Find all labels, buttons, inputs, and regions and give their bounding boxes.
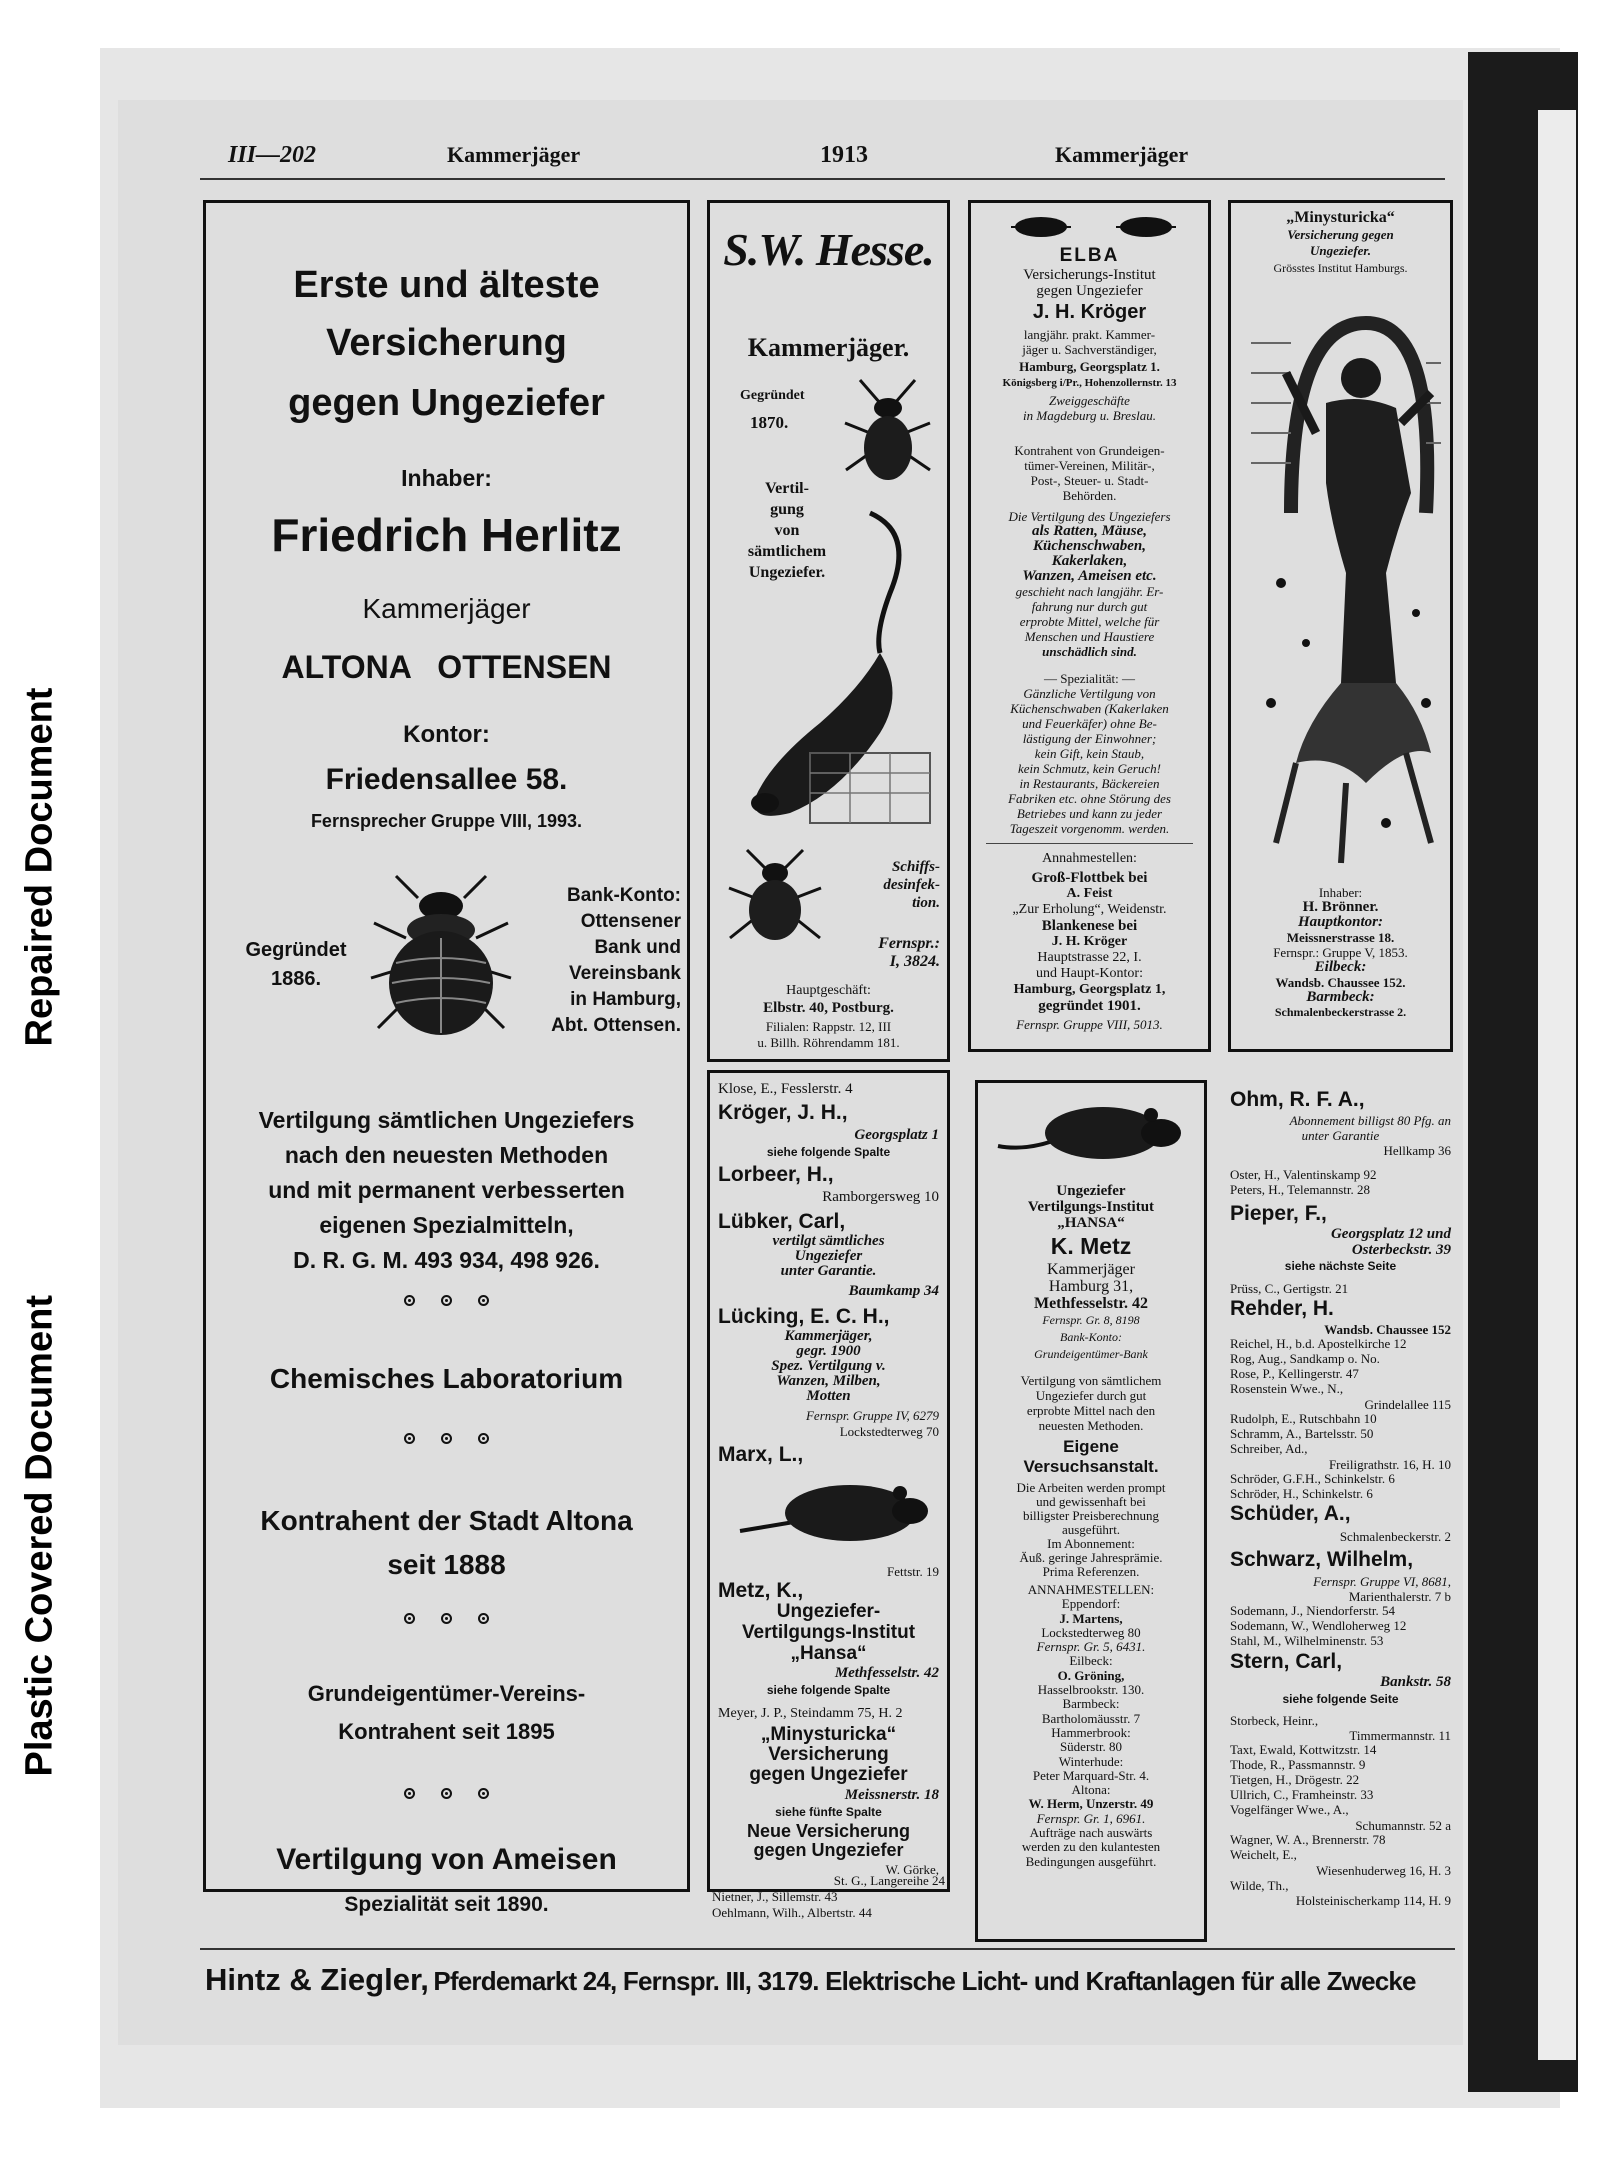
hesse-branch-1: Filialen: Rappstr. 12, III — [765, 1019, 892, 1034]
entry-metz: Metz, K., — [718, 1579, 804, 1602]
entry-oster: Oster, H., Valentinskamp 92 — [1230, 1167, 1377, 1182]
entry-neue-d1: Neue Versicherung — [746, 1821, 911, 1841]
entry-miny — [710, 1725, 947, 1785]
entry-rose: Rose, P., Kellingerstr. 47 — [1230, 1366, 1359, 1381]
elba-special-5: lästigung der Einwohner; — [1022, 731, 1157, 746]
entry-schroder-2: Schröder, H., Schinkelstr. 6 — [1230, 1486, 1373, 1501]
entry-lubker-desc — [710, 1234, 947, 1279]
herlitz-job: Kammerjäger — [362, 593, 531, 624]
hansa-work — [978, 1481, 1204, 1579]
herlitz-contract — [206, 1499, 687, 1587]
elba-special-8: in Restaurants, Bäckereien — [1019, 776, 1160, 791]
hansa-station-15: W. Herm, Unzerstr. 49 — [1028, 1796, 1154, 1812]
repaired-label: Repaired Document — [18, 687, 61, 1047]
ornament-dots-3 — [206, 1613, 687, 1624]
entry-miny-addr: Meissnerstr. 18 — [844, 1787, 939, 1803]
herlitz-grund — [206, 1675, 687, 1751]
rat-icon — [730, 1471, 935, 1551]
entry-lucking: Lücking, E. C. H., — [718, 1305, 890, 1328]
entry-lucking-d1: Kammerjäger, — [784, 1328, 873, 1344]
hansa-work-5: Im Abonnement: — [1047, 1536, 1135, 1551]
bedbug-icon — [366, 868, 516, 1043]
elba-divider — [986, 843, 1193, 844]
hansa-station-16: Fernspr. Gr. 1, 6961. — [1036, 1810, 1146, 1826]
elba-contract-1: Kontrahent von Grundeigen- — [1014, 443, 1165, 458]
miny-info-1: Inhaber: — [1318, 885, 1363, 900]
entry-ohm-d2: unter Garantie — [1301, 1128, 1380, 1143]
hansa-h3: „HANSA“ — [1057, 1215, 1125, 1231]
herlitz-bank-l2: Ottensener — [580, 911, 681, 932]
elba-method-8: erprobte Mittel, welche für — [1019, 614, 1160, 629]
herlitz-founded-year: 1886. — [270, 968, 322, 990]
entry-miny-d2: Versicherung — [768, 1744, 889, 1765]
elba-desc-6: in Magdeburg u. Breslau. — [1023, 408, 1156, 423]
elba-station-1: Groß-Flottbek bei — [1031, 870, 1148, 886]
entry-metz-d3: „Hansa“ — [790, 1643, 867, 1664]
hesse-ad — [707, 200, 950, 1062]
miny-info-7: Wandsb. Chaussee 152. — [1275, 975, 1406, 990]
miny-info-2: H. Brönner. — [1302, 899, 1379, 915]
elba-method-4: Kakerlaken, — [1051, 553, 1128, 569]
entry-reichel: Reichel, H., b.d. Apostelkirche 12 — [1230, 1336, 1407, 1351]
elba-method-6: geschieht nach langjähr. Er- — [1015, 584, 1164, 599]
herlitz-ant: Vertilgung von Ameisen — [276, 1843, 617, 1876]
hansa-station-6: O. Gröning, — [1057, 1667, 1125, 1683]
elba-station-3: „Zur Erholung“, Weidenstr. — [1012, 902, 1167, 917]
entry-vogelfanger: Vogelfänger Wwe., A., — [1230, 1802, 1349, 1817]
elba-station-10: Fernspr. Gruppe VIII, 5013. — [1016, 1017, 1163, 1032]
elba-l2: gegen Ungeziefer — [1036, 283, 1143, 299]
herlitz-kontor: Kontor: — [403, 721, 490, 748]
herlitz-contract-l1: Kontrahent der Stadt Altona — [260, 1505, 633, 1536]
elba-stations — [971, 851, 1208, 1033]
hansa-info-4: Fernspr. Gr. 8, 8198 — [1042, 1313, 1140, 1327]
miny-info — [1231, 885, 1450, 1020]
elba-special-3: Küchenschwaben (Kakerlaken — [1010, 701, 1169, 716]
entry-lubker-addr: Baumkamp 34 — [848, 1283, 939, 1299]
elba-desc-3: Hamburg, Georgsplatz 1. — [1019, 359, 1160, 374]
header-left-title: Kammerjäger — [447, 142, 581, 167]
herlitz-method-l3: und mit permanent verbesserten — [268, 1177, 625, 1203]
ornament-dots-4 — [206, 1788, 687, 1799]
hansa-station-12: Winterhude: — [1058, 1753, 1124, 1769]
entry-rog: Rog, Aug., Sandkamp o. No. — [1230, 1351, 1380, 1366]
entry-miny-d1: „Minysturicka“ — [760, 1724, 897, 1745]
entry-metz-d2: Vertilgungs-Institut — [741, 1622, 916, 1643]
entry-neue-name: W. Görke, — [885, 1862, 939, 1877]
elba-station-8: Hamburg, Georgsplatz 1, — [1013, 982, 1166, 997]
entry-schroder-1: Schröder, G.F.H., Schinkelstr. 6 — [1230, 1471, 1395, 1486]
col2-listing — [707, 1070, 950, 1892]
ornament-dots-2 — [206, 1433, 687, 1444]
herlitz-founded — [241, 939, 351, 991]
ornament-dots-1 — [206, 1295, 687, 1306]
entry-ohm: Ohm, R. F. A., — [1230, 1088, 1365, 1111]
hansa-stations-label: ANNAHMESTELLEN: — [1027, 1582, 1155, 1597]
elba-desc-1: langjähr. prakt. Kammer- — [1023, 327, 1156, 342]
elba-title: ELBA — [1059, 245, 1120, 266]
plastic-covered-label: Plastic Covered Document — [18, 1295, 61, 1777]
hesse-founded-label: Gegründet — [740, 388, 805, 403]
entry-weichelt-addr: Wiesenhuderweg 16, H. 3 — [1316, 1863, 1451, 1878]
hansa-station-11: Süderstr. 80 — [1059, 1739, 1123, 1755]
herlitz-grund-l1: Grundeigentümer-Vereins- — [307, 1681, 586, 1706]
entry-lucking-phone: Fernspr. Gruppe IV, 6279 — [805, 1408, 939, 1423]
entry-rehder: Rehder, H. — [1230, 1297, 1334, 1320]
header-year: 1913 — [820, 142, 868, 168]
elba-method — [971, 509, 1208, 659]
herlitz-line1: Erste und älteste — [293, 264, 600, 306]
elba-special-9: Fabriken etc. ohne Störung des — [1008, 791, 1171, 806]
beetle-icon — [725, 848, 825, 948]
hansa-info-3: Methfesselstr. 42 — [1033, 1295, 1149, 1312]
hansa-station-8: Barmbeck: — [1062, 1696, 1120, 1712]
miny-sub2: Ungeziefer. — [1309, 243, 1372, 258]
entry-schwarz-phone: Fernspr. Gruppe VI, 8681, — [1313, 1574, 1451, 1589]
hansa-work-3: billigster Preisberechnung — [1022, 1508, 1160, 1523]
entry-sodemann-j: Sodemann, J., Niendorferstr. 54 — [1230, 1603, 1396, 1618]
entry-metz-desc — [710, 1601, 947, 1664]
entry-storbeck: Storbeck, Heinr., — [1230, 1713, 1319, 1728]
entry-pieper-a1: Georgsplatz 12 und — [1330, 1226, 1451, 1242]
hansa-name: K. Metz — [1050, 1233, 1132, 1259]
hansa-station-10: Hammerbrook: — [1051, 1724, 1131, 1740]
entry-lucking-d2: gegr. 1900 — [796, 1343, 861, 1359]
miny-sub3: Grösstes Institut Hamburgs. — [1273, 261, 1408, 275]
entry-group-s — [1230, 1603, 1406, 1648]
minysturicka-ad — [1228, 200, 1453, 1052]
entry-lucking-d4: Wanzen, Milben, — [776, 1373, 881, 1389]
elba-station-5: J. H. Kröger — [1051, 934, 1128, 949]
entry-weichelt: Weichelt, E., — [1230, 1847, 1297, 1862]
entry-miny-d3: gegen Ungeziefer — [749, 1764, 908, 1785]
entry-pieper-ref: siehe nächste Seite — [1284, 1259, 1397, 1273]
elba-special-10: Betriebes und kann zu jeder — [1016, 806, 1163, 821]
miny-info-8: Barmbeck: — [1306, 989, 1375, 1005]
herlitz-ant-since: Spezialität seit 1890. — [344, 1893, 549, 1916]
hesse-logo: S.W. Hesse. — [723, 224, 934, 275]
entry-metz-addr: Methfesselstr. 42 — [834, 1665, 939, 1681]
entry-lucking-desc — [710, 1329, 947, 1404]
entry-schreiber-addr: Freiligrathstr. 16, H. 10 — [1328, 1457, 1451, 1472]
hansa-station-4: Fernspr. Gr. 5, 6431. — [1036, 1639, 1146, 1655]
entry-lucking-d5: Motten — [806, 1388, 851, 1404]
elba-special-4: und Feuerkäfer) ohne Be- — [1022, 716, 1157, 731]
herlitz-line2: Versicherung — [326, 322, 567, 364]
hansa-work-6: Äuß. geringe Jahresprämie. — [1019, 1550, 1163, 1565]
hansa-h1: Ungeziefer — [1056, 1183, 1126, 1199]
entry-stern-addr: Bankstr. 58 — [1380, 1674, 1451, 1690]
hesse-t1: Vertil- — [765, 480, 809, 497]
hansa-stations — [978, 1583, 1204, 1869]
herlitz-bank-l5: in Hamburg, — [570, 989, 681, 1010]
herlitz-bank — [531, 883, 681, 1039]
entry-metz-ref: siehe folgende Spalte — [766, 1683, 891, 1697]
entry-marx: Marx, L., — [718, 1443, 804, 1466]
miny-info-9: Schmalenbeckerstrasse 2. — [1274, 1005, 1407, 1019]
elba-special — [971, 671, 1208, 836]
entry-pruss: Prüss, C., Gertigstr. 21 — [1230, 1281, 1349, 1296]
entry-klose: Klose, E., Fesslerstr. 4 — [718, 1081, 853, 1097]
hansa-station-9: Bartholomäusstr. 7 — [1041, 1710, 1141, 1726]
entry-pieper: Pieper, F., — [1230, 1202, 1327, 1225]
entry-rosenstein-addr: Grindelallee 115 — [1364, 1397, 1451, 1412]
entry-wilde: Wilde, Th., — [1230, 1878, 1289, 1893]
hansa-method-3: erprobte Mittel nach den — [1026, 1403, 1156, 1418]
elba-contract-2: tümer-Vereinen, Militär-, — [1024, 458, 1155, 473]
herlitz-method — [206, 1103, 687, 1278]
entry-meyer: Meyer, J. P., Steindamm 75, H. 2 — [718, 1706, 903, 1721]
hansa-info-2: Hamburg 31, — [1048, 1278, 1134, 1295]
herlitz-ad — [203, 200, 690, 1916]
entry-neue-d2: gegen Ungeziefer — [753, 1840, 904, 1860]
footer-rule — [200, 1948, 1455, 1950]
entry-wagner: Wagner, W. A., Brennerstr. 78 — [1230, 1832, 1386, 1847]
elba-method-1: Die Vertilgung des Ungeziefers — [1008, 509, 1171, 524]
hansa-info-1: Kammerjäger — [1047, 1261, 1135, 1278]
rat-climbing-icon — [730, 503, 935, 833]
hesse-branch-2: u. Billh. Röhrendamm 181. — [757, 1035, 900, 1050]
hansa-method-4: neuesten Methoden. — [1038, 1418, 1144, 1433]
entry-ullrich: Ullrich, C., Framheinstr. 33 — [1230, 1787, 1374, 1802]
entry-lubker-d3: unter Garantie. — [780, 1263, 877, 1279]
entry-group-schroder — [1230, 1471, 1395, 1501]
elba-l1: Versicherungs-Institut — [1023, 267, 1156, 283]
hansa-station-2: J. Martens, — [1059, 1610, 1123, 1626]
hansa-station-14: Altona: — [1071, 1782, 1111, 1798]
elba-station-6: Hauptstrasse 22, I. — [1037, 950, 1142, 965]
footer-line — [205, 1962, 1455, 1998]
entry-rehder-addr: Wandsb. Chaussee 152 — [1324, 1322, 1451, 1337]
page-number: III—202 — [228, 142, 317, 168]
entry-neue-addr: St. G., Langereihe 24 — [833, 1873, 945, 1888]
elba-method-3: Küchenschwaben, — [1033, 538, 1146, 554]
hansa-lab-1: Eigene — [1063, 1437, 1119, 1456]
herlitz-contract-l2: seit 1888 — [387, 1549, 506, 1580]
hansa-method — [978, 1373, 1204, 1433]
entry-rosenstein: Rosenstein Wwe., N., — [1230, 1381, 1344, 1396]
hansa-method-1: Vertilgung von sämtlichem — [1020, 1373, 1162, 1388]
elba-special-7: kein Schmutz, kein Geruch! — [1018, 761, 1161, 776]
entry-group-t — [1230, 1742, 1376, 1817]
header-rule — [200, 178, 1445, 180]
hansa-info-5: Bank-Konto: — [1060, 1330, 1122, 1344]
entry-miny-ref: siehe fünfte Spalte — [775, 1805, 882, 1819]
hansa-station-3: Lockstedterweg 80 — [1041, 1624, 1141, 1640]
hansa-method-2: Ungeziefer durch gut — [1035, 1388, 1147, 1403]
entry-rudolph: Rudolph, E., Rutschbahn 10 — [1230, 1411, 1377, 1426]
entry-taxt: Taxt, Ewald, Kottwitzstr. 14 — [1230, 1742, 1377, 1757]
entry-pieper-a2: Osterbeckstr. 39 — [1351, 1242, 1451, 1258]
hansa-header — [978, 1183, 1204, 1231]
entry-stern-ref: siehe folgende Seite — [1282, 1692, 1399, 1706]
hansa-footer-3: Bedingungen ausgeführt. — [1025, 1853, 1157, 1869]
entry-lubker-d1: vertilgt sämtliches — [772, 1233, 885, 1249]
elba-method-10: unschädlich sind. — [1042, 644, 1137, 659]
header-right-title: Kammerjäger — [1055, 142, 1189, 167]
elba-method-2: als Ratten, Mäuse, — [1031, 523, 1148, 539]
herlitz-lab: Chemisches Laboratorium — [269, 1363, 624, 1394]
entry-group-rs — [1230, 1411, 1377, 1456]
elba-contract — [971, 443, 1208, 503]
entry-kroger-addr: Georgsplatz 1 — [854, 1127, 939, 1143]
hesse-ship-l3: tion. — [912, 895, 940, 911]
hansa-station-1: Eppendorf: — [1061, 1596, 1121, 1612]
entry-lubker-d2: Ungeziefer — [794, 1248, 863, 1264]
hansa-station-5: Eilbeck: — [1069, 1653, 1113, 1669]
entry-sodemann-w: Sodemann, W., Wendloherweg 12 — [1230, 1618, 1407, 1633]
entry-group-r — [1230, 1336, 1407, 1396]
hansa-info-6: Grundeigentümer-Bank — [1034, 1347, 1148, 1361]
hesse-title: Kammerjäger. — [747, 333, 910, 362]
hansa-work-2: und gewissenhaft bei — [1036, 1494, 1146, 1509]
hansa-footer-2: werden zu den kulantesten — [1021, 1839, 1161, 1855]
elba-ad — [968, 200, 1211, 1052]
entry-schramm: Schramm, A., Bartelsstr. 50 — [1230, 1426, 1374, 1441]
entry-wilde-addr: Holsteinischerkamp 114, H. 9 — [1295, 1893, 1451, 1908]
herlitz-bank-l3: Bank und — [594, 937, 681, 958]
miny-title: „Minysturicka“ — [1286, 209, 1395, 226]
entry-lucking-d3: Spez. Vertilgung v. — [771, 1358, 886, 1374]
hansa-ad — [975, 1080, 1207, 1942]
hesse-ship — [830, 858, 940, 912]
hesse-t3: von — [774, 522, 800, 539]
elba-station-7: und Haupt-Kontor: — [1036, 966, 1143, 981]
entry-ohm-addr: Hellkamp 36 — [1383, 1143, 1451, 1158]
entry-neue — [710, 1822, 947, 1860]
miny-info-4: Meissnerstrasse 18. — [1286, 930, 1395, 945]
entry-oehlmann: Oehlmann, Wilh., Albertstr. 44 — [712, 1905, 872, 1920]
herlitz-grund-l2: Kontrahent seit 1895 — [338, 1719, 555, 1744]
entry-tietgen: Tietgen, H., Drögestr. 22 — [1230, 1772, 1360, 1787]
elba-special-6: kein Gift, kein Staub, — [1034, 746, 1145, 761]
entry-vogelfanger-addr: Schumannstr. 52 a — [1355, 1818, 1451, 1833]
herlitz-bank-l4: Vereinsbank — [569, 963, 681, 984]
elba-stations-label: Annahmestellen: — [1042, 851, 1137, 866]
herlitz-street: Friedensallee 58. — [325, 763, 568, 796]
hansa-rat-icon — [993, 1091, 1193, 1171]
entry-peters: Peters, H., Telemannstr. 28 — [1230, 1182, 1371, 1197]
hansa-info — [978, 1261, 1204, 1363]
next-page-edge — [1538, 110, 1576, 2060]
entry-group-w — [1230, 1832, 1386, 1862]
footer-text: Pferdemarkt 24, Fernspr. III, 3179. Elektrische Licht- und Kraftanlagen für alle Zwecke — [433, 1966, 1416, 1996]
entry-schwarz-addr: Marienthalerstr. 7 b — [1348, 1589, 1451, 1604]
herlitz-bank-l1: Bank-Konto: — [567, 885, 681, 906]
miny-info-3: Hauptkontor: — [1297, 914, 1384, 930]
footer-firm: Hintz & Ziegler, — [205, 1962, 429, 1997]
elba-name: J. H. Kröger — [1032, 301, 1147, 323]
hansa-h2: Vertilgungs-Institut — [1027, 1199, 1155, 1215]
entry-lorbeer: Lorbeer, H., — [718, 1163, 834, 1186]
elba-station-9: gegründet 1901. — [1038, 998, 1141, 1014]
hesse-phone — [830, 935, 940, 971]
elba-method-7: fahrung nur durch gut — [1031, 599, 1148, 614]
elba-station-2: A. Feist — [1066, 886, 1113, 901]
elba-desc-2: jäger u. Sachverständiger, — [1022, 342, 1157, 357]
elba-special-11: Tageszeit vorgenomm. werden. — [1009, 821, 1170, 836]
herlitz-method-l1: Vertilgung sämtlichen Ungeziefers — [258, 1107, 635, 1133]
hansa-footer-1: Aufträge nach auswärts — [1029, 1825, 1153, 1841]
elba-contract-3: Post-, Steuer- u. Stadt- — [1030, 473, 1149, 488]
entry-schreiber: Schreiber, Ad., — [1230, 1441, 1308, 1456]
hesse-ship-l1: Schiffs- — [891, 859, 940, 875]
miny-info-6: Eilbeck: — [1314, 959, 1367, 975]
entry-storbeck-addr: Timmermannstr. 11 — [1349, 1728, 1451, 1743]
herlitz-method-l2: nach den neuesten Methoden — [284, 1142, 609, 1168]
entry-stern: Stern, Carl, — [1230, 1650, 1343, 1673]
hansa-station-13: Peter Marquard-Str. 4. — [1032, 1767, 1150, 1783]
entry-lorbeer-addr: Ramborgersweg 10 — [822, 1189, 939, 1205]
entry-marx-addr: Fettstr. 19 — [886, 1564, 939, 1579]
entry-lubker: Lübker, Carl, — [718, 1210, 846, 1233]
hesse-founded-year: 1870. — [750, 413, 789, 432]
entry-stahl: Stahl, M., Wilhelminenstr. 53 — [1230, 1633, 1384, 1648]
herlitz-founded-label: Gegründet — [245, 939, 347, 961]
elba-special-2: Gänzliche Vertilgung von — [1023, 686, 1156, 701]
cockroach-icon — [840, 378, 935, 488]
hesse-phone-l1: Fernspr.: — [878, 935, 940, 952]
herlitz-method-l4: eigenen Spezialmitteln, — [319, 1212, 574, 1238]
elba-desc — [971, 327, 1208, 423]
hesse-hq-label: Hauptgeschäft: — [786, 983, 871, 998]
miny-sub1: Versicherung gegen — [1287, 227, 1394, 242]
woman-illustration-icon — [1246, 283, 1441, 873]
elba-desc-5: Zweiggeschäfte — [1049, 393, 1130, 408]
entry-nietner: Nietner, J., Sillemstr. 43 — [712, 1889, 838, 1904]
hesse-ship-l2: desinfek- — [883, 877, 940, 893]
hesse-t2: gung — [770, 501, 804, 518]
herlitz-phone: Fernsprecher Gruppe VIII, 1993. — [310, 811, 583, 831]
hansa-work-7: Prima Referenzen. — [1042, 1564, 1140, 1579]
herlitz-line3: gegen Ungeziefer — [288, 382, 605, 424]
elba-station-4: Blankenese bei — [1041, 918, 1138, 934]
entry-lucking-addr: Lockstedterweg 70 — [839, 1424, 939, 1439]
herlitz-bank-l6: Abt. Ottensen. — [551, 1015, 681, 1036]
hansa-station-7: Hasselbrookstr. 130. — [1037, 1682, 1145, 1698]
herlitz-method-l5: D. R. G. M. 493 934, 498 926. — [293, 1247, 600, 1273]
herlitz-name: Friedrich Herlitz — [271, 509, 622, 561]
entry-schwarz: Schwarz, Wilhelm, — [1230, 1548, 1414, 1571]
hansa-work-4: ausgeführt. — [1061, 1522, 1121, 1537]
bugs-ornament-icon — [1001, 211, 1186, 239]
hesse-phone-l2: I, 3824. — [889, 953, 940, 970]
hansa-lab — [978, 1437, 1204, 1477]
elba-special-1: — Spezialität: — — [1044, 671, 1135, 686]
hansa-lab-2: Versuchsanstalt. — [1023, 1457, 1159, 1476]
hesse-hq-addr: Elbstr. 40, Postburg. — [763, 1000, 894, 1016]
herlitz-inhaber: Inhaber: — [401, 465, 492, 491]
entry-kroger-ref: siehe folgende Spalte — [766, 1145, 891, 1159]
hesse-t4: sämtlichem — [747, 543, 827, 560]
entry-metz-d1: Ungeziefer- — [776, 1601, 881, 1622]
miny-info-5: Fernspr.: Gruppe V, 1853. — [1273, 945, 1408, 960]
herlitz-city: ALTONA OTTENSEN — [281, 649, 612, 685]
col5-listing — [1228, 1088, 1453, 1948]
elba-method-5: Wanzen, Ameisen etc. — [1022, 568, 1157, 584]
entry-thode: Thode, R., Passmannstr. 9 — [1230, 1757, 1366, 1772]
entry-schuder-addr: Schmalenbeckerstr. 2 — [1339, 1529, 1451, 1544]
elba-contract-4: Behörden. — [1062, 488, 1117, 503]
elba-desc-4: Königsberg i/Pr., Hohenzollernstr. 13 — [1002, 377, 1177, 389]
elba-method-9: Menschen und Haustiere — [1024, 629, 1155, 644]
entry-ohm-d1: Abonnement billigst 80 Pfg. an — [1289, 1113, 1451, 1128]
entry-schuder: Schüder, A., — [1230, 1502, 1351, 1525]
hesse-t5: Ungeziefer. — [748, 564, 826, 581]
hansa-work-1: Die Arbeiten werden prompt — [1016, 1480, 1166, 1495]
entry-kroger: Kröger, J. H., — [718, 1101, 848, 1124]
